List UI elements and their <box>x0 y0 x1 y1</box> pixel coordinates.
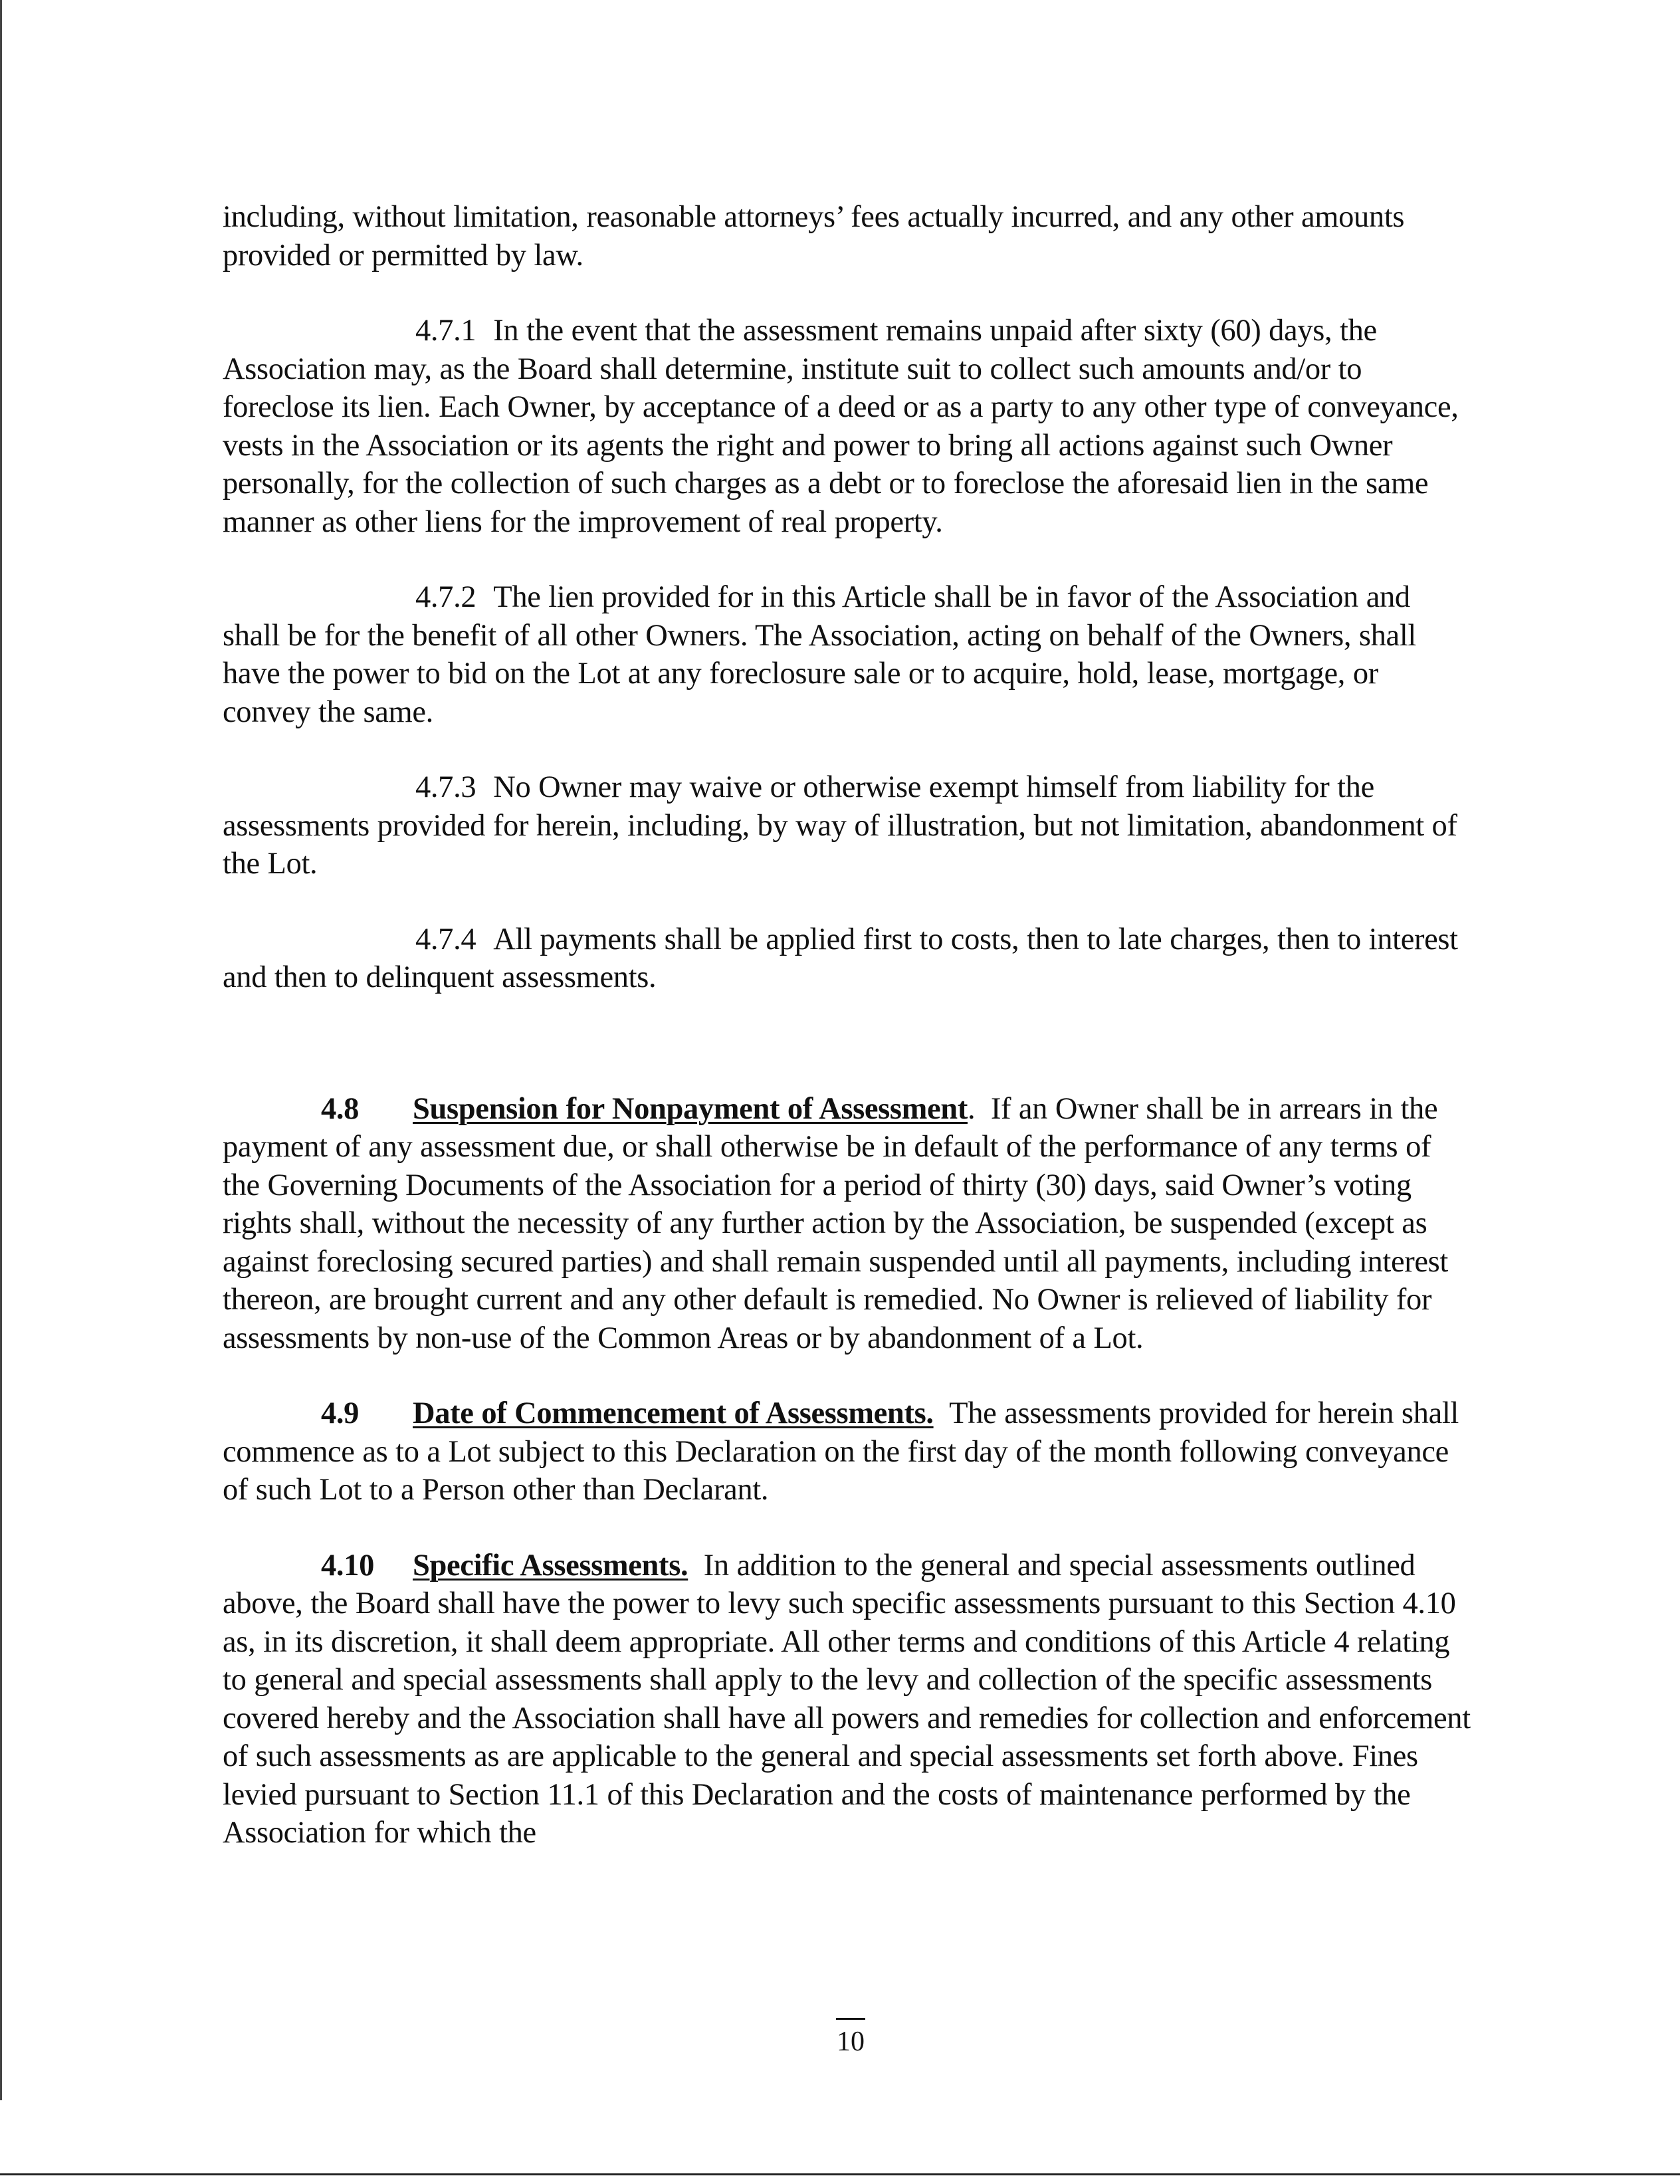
page-number-rule <box>836 2018 865 2020</box>
paragraph-text: The lien provided for in this Article shall be in favor of the Association and shall be for the benefit of all other Owners. The Association, acting on behalf of the Owners, shall have the power to bid on the Lot at any foreclosure sale or to acquire, hold, lease, mortgage, or convey the same. <box>223 580 1416 729</box>
paragraph-text: All payments shall be applied first to costs, then to late charges, then to interest and then to delinquent assessments. <box>223 922 1458 994</box>
paragraph-text: No Owner may waive or otherwise exempt himself from liability for the assessments provided for herein, including, by way of illustration, but not limitation, abandonment of the Lot. <box>223 770 1457 881</box>
page-number <box>797 2018 904 2058</box>
document-page <box>223 198 1472 1852</box>
paragraph-gap <box>223 1357 1472 1394</box>
section-4-10 <box>223 1547 1472 1852</box>
section-heading: Suspension for Nonpayment of Assessment <box>413 1091 968 1126</box>
section-4-9 <box>223 1394 1472 1509</box>
paragraph-gap <box>223 274 1472 312</box>
paragraph-4-7-1 <box>223 312 1472 541</box>
paragraph-gap <box>223 883 1472 921</box>
section-4-8 <box>223 1090 1472 1358</box>
paragraph-gap <box>223 541 1472 578</box>
paragraph-4-7-4 <box>223 921 1472 997</box>
subsection-number: 4.7.1 <box>415 314 476 348</box>
section-text: If an Owner shall be in arrears in the payment of any assessment due, or shall otherwise be in default of the performance of any terms of the Governing Documents of the Association for a period of thirty (30) days, said Owner’s voting rights shall, without the necessity of any further action by the Association, be suspended (except as against foreclosing secured parties) and shall remain suspended until all payments, including interest thereon, are brought current and any other default is remedied. No Owner is relieved of liability for assessments by non-use of the Common Areas or by abandonment of a Lot. <box>223 1091 1448 1355</box>
section-text: In addition to the general and special assessments outlined above, the Board shall have the power to levy such specific assessments pursuant to this Section 4.10 as, in its discretion, it shall deem appropriate. All other terms and conditions of this Article 4 relating to general and special assessments shall apply to the levy and collection of the specific assessments covered hereby and the Association shall have all powers and remedies for collection and enforcement of such assessments as are applicable to the general and special assessments set forth above. Fines levied pursuant to Section 11.1 of this Declaration and the costs of maintenance performed by the Association for which the <box>223 1548 1471 1850</box>
subsection-number: 4.7.3 <box>415 770 476 804</box>
scan-edge-bottom <box>0 2173 1680 2175</box>
paragraph-4-7-2 <box>223 578 1472 731</box>
paragraph-gap <box>223 1509 1472 1547</box>
section-number: 4.9 <box>321 1396 360 1430</box>
subsection-number: 4.7.2 <box>415 580 476 614</box>
paragraph-gap <box>223 731 1472 768</box>
subsection-number: 4.7.4 <box>415 922 476 956</box>
paragraph-text: In the event that the assessment remains unpaid after sixty (60) days, the Association may, as the Board shall determine, institute suit to collect such amounts and/or to foreclose its lien. Each Owner, by acceptance of a deed or as a party to any other type of conveyance, vests in the Association or its agents the right and power to bring all actions against such Owner personally, for the collection of such charges as a debt or to foreclose the aforesaid lien in the same manner as other liens for the improvement of real property. <box>223 314 1459 539</box>
section-number: 4.10 <box>321 1548 374 1583</box>
section-heading: Date of Commencement of Assessments. <box>413 1396 934 1430</box>
paragraph-text: including, without limitation, reasonable attorneys’ fees actually incurred, and any other amounts provided or permitted by law. <box>223 200 1405 273</box>
paragraph-continuation <box>223 198 1472 274</box>
scan-edge-left <box>0 0 2 2100</box>
heading-punctuation: . <box>967 1091 976 1126</box>
paragraph-4-7-3 <box>223 768 1472 883</box>
section-gap <box>223 997 1472 1090</box>
section-heading: Specific Assessments. <box>413 1548 688 1583</box>
section-number: 4.8 <box>321 1091 360 1126</box>
section-text: The assessments provided for herein shall commence as to a Lot subject to this Declaration on the first day of the month following conveyance of such Lot to a Person other than Declarant. <box>223 1396 1459 1507</box>
page-number-text: 10 <box>837 2026 865 2057</box>
